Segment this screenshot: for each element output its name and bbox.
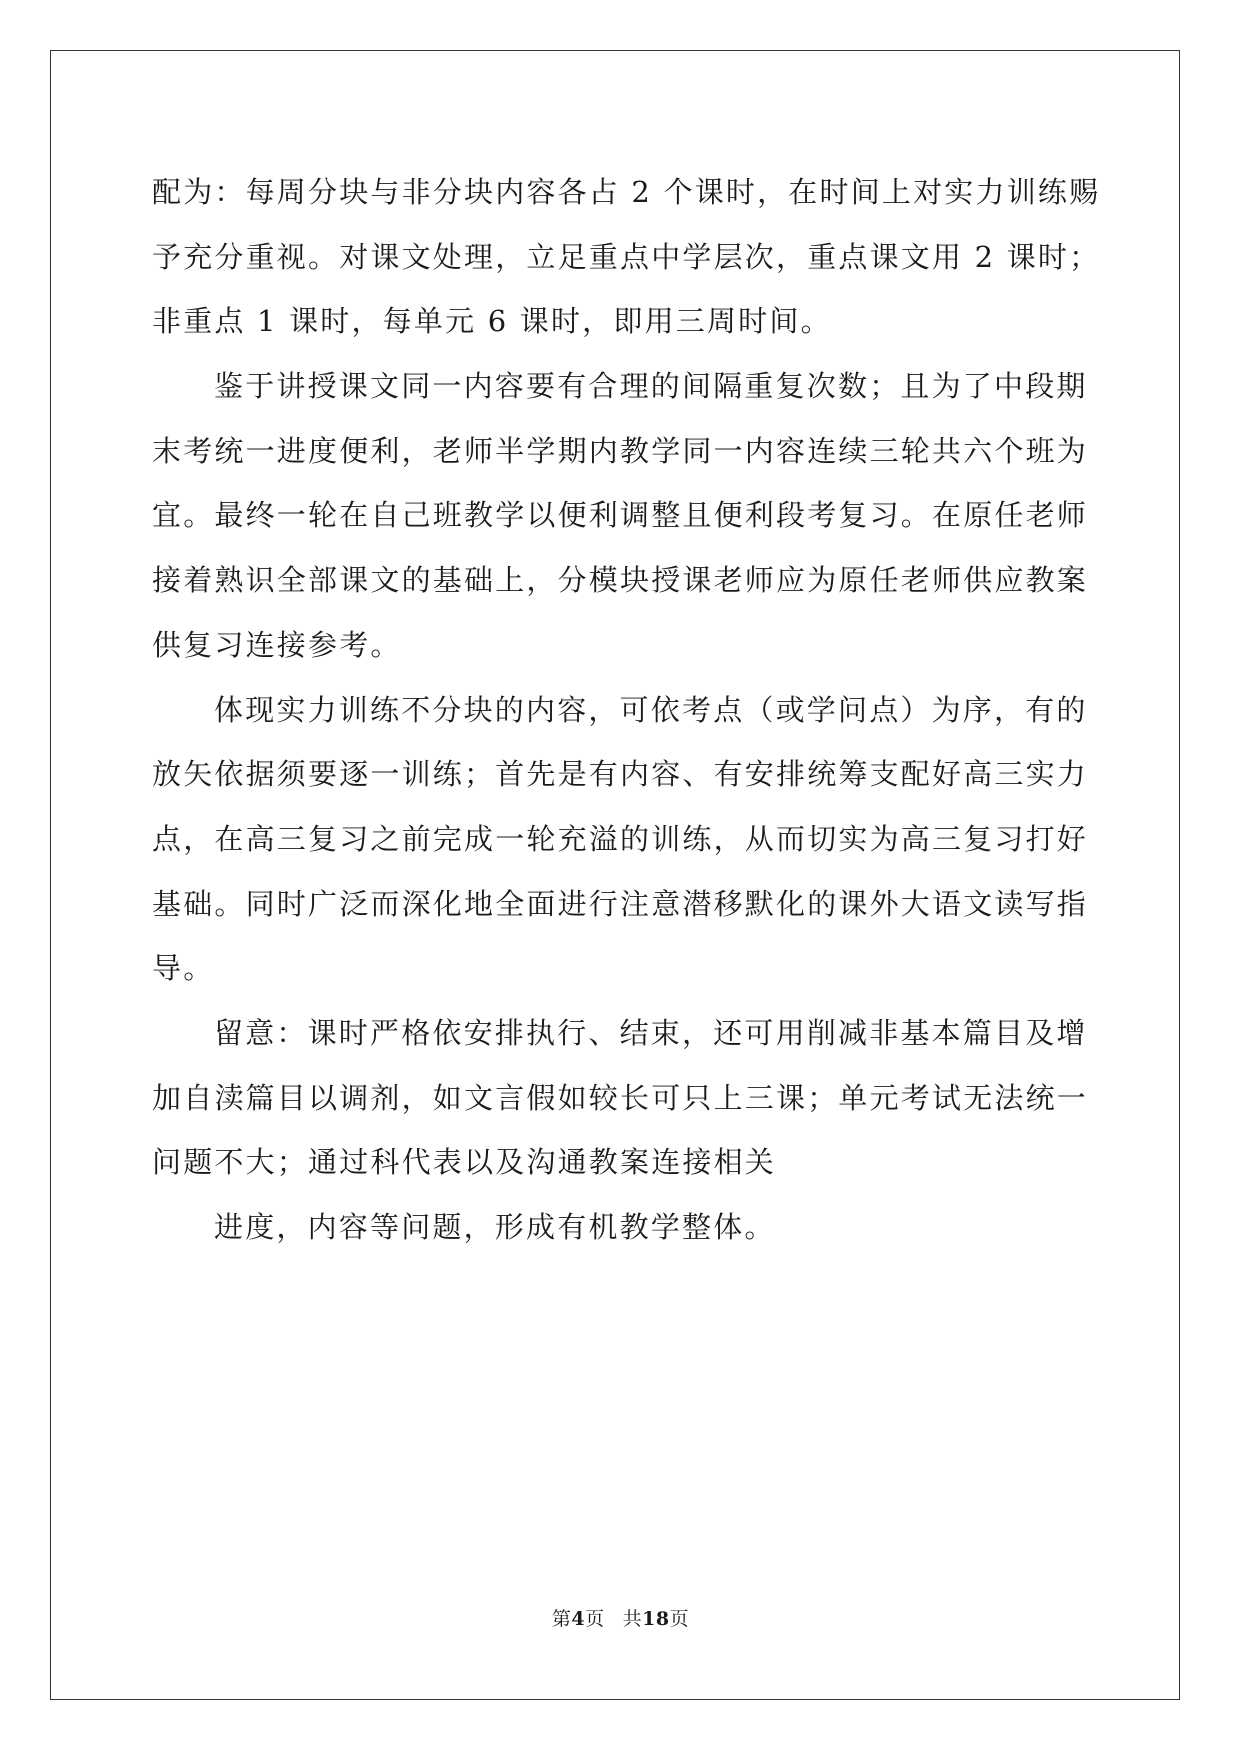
current-page-number: 4	[571, 1608, 586, 1630]
page-unit: 页	[585, 1608, 605, 1630]
text-line: 点，在高三复习之前完成一轮充溢的训练，从而切实为高三复习打好	[152, 821, 1089, 856]
text-line: 鉴于讲授课文同一内容要有合理的间隔重复次数；且为了中段期	[214, 369, 1088, 404]
text-line: 进度，内容等问题，形成有机教学整体。	[214, 1210, 776, 1244]
text-line: 基础。同时广泛而深化地全面进行注意潜移默化的课外大语文读写指	[152, 886, 1089, 921]
text-line: 配为：每周分块与非分块内容各占 2 个课时，在时间上对实力训练赐	[152, 175, 1101, 209]
total-page-number: 18	[642, 1608, 670, 1630]
text-line: 体现实力训练不分块的内容，可依考点（或学问点）为序，有的	[214, 692, 1088, 727]
text-line: 供复习连接参考。	[152, 627, 402, 662]
page-footer	[0, 1604, 1241, 1631]
text-line: 导。	[152, 951, 215, 986]
text-line: 末考统一进度便利，老师半学期内教学同一内容连续三轮共六个班为	[152, 433, 1089, 468]
text-line: 非重点 1 课时，每单元 6 课时，即用三周时间。	[152, 304, 832, 339]
text-line: 问题不大；通过科代表以及沟通教案连接相关	[152, 1145, 777, 1180]
text-line: 予充分重视。对课文处理，立足重点中学层次，重点课文用 2 课时；	[152, 239, 1101, 274]
text-line: 宜。最终一轮在自己班教学以便利调整且便利段考复习。在原任老师	[152, 498, 1089, 533]
text-line: 加自渎篇目以调剂，如文言假如较长可只上三课；单元考试无法统一	[152, 1080, 1089, 1115]
total-unit: 页	[669, 1608, 690, 1630]
text-line: 留意：课时严格依安排执行、结束，还可用削减非基本篇目及增	[214, 1015, 1088, 1050]
text-line: 放矢依据须要逐一训练；首先是有内容、有安排统筹支配好高三实力	[152, 757, 1089, 792]
document-body	[152, 160, 1101, 1260]
text-line: 接着熟识全部课文的基础上，分模块授课老师应为原任老师供应教案	[152, 563, 1089, 598]
total-prefix: 共	[622, 1608, 643, 1630]
page-prefix: 第	[551, 1608, 572, 1630]
